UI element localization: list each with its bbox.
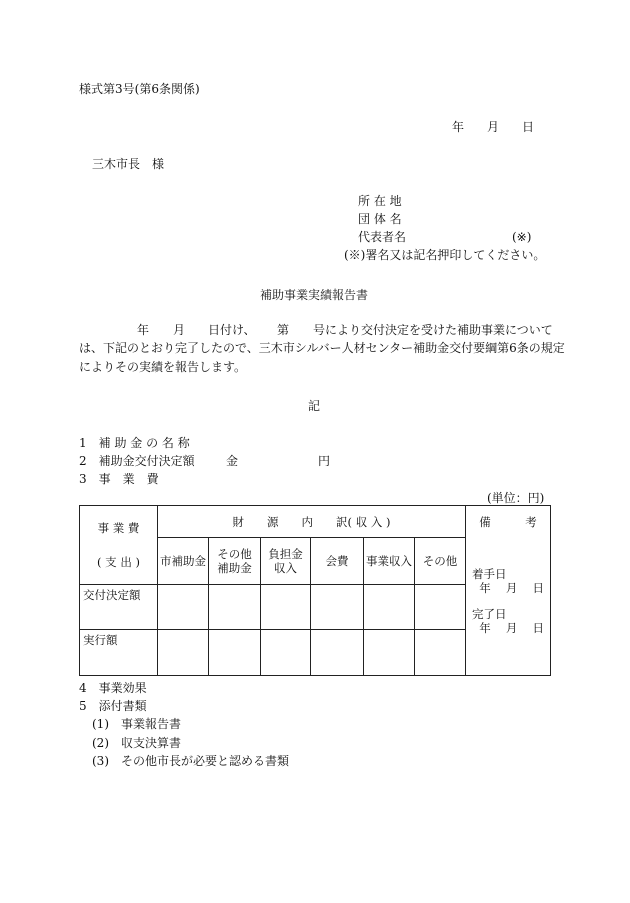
addressee: 三木市長 様	[92, 157, 165, 171]
expense-label: 事 業 費	[97, 521, 140, 535]
unit-note: (単位：円)	[487, 491, 545, 505]
expense-sub-label: ( 支 出 )	[97, 555, 140, 569]
end-date: 年 月 日	[479, 621, 545, 635]
document-title: 補助事業実績報告書	[260, 288, 369, 302]
body-year: 年	[137, 323, 150, 337]
remarks-header: 備 考	[479, 515, 537, 529]
col-other-subsidy-line1: その他	[217, 547, 252, 561]
col-other: その他	[415, 538, 466, 585]
col-other-subsidy	[209, 538, 261, 585]
source-header: 財 源 内 訳( 収 入 )	[158, 506, 466, 538]
item-4: 4 事業効果	[79, 681, 147, 695]
decided-other-cell[interactable]	[415, 585, 466, 630]
item-5: 5 添付書類	[79, 699, 147, 713]
col-city-subsidy: 市補助金	[158, 538, 209, 585]
date-year: 年	[452, 120, 465, 134]
actual-fee-cell[interactable]	[311, 630, 364, 676]
date-day: 日	[522, 120, 535, 134]
item-2-kin: 金	[226, 454, 239, 468]
item-2: 2 補助金交付決定額	[79, 454, 195, 468]
attachment-2: (2) 収支決算書	[92, 736, 181, 750]
col-fee: 会費	[311, 538, 364, 585]
item-1: 1 補 助 金 の 名 称	[79, 436, 190, 450]
decided-business-cell[interactable]	[364, 585, 415, 630]
expense-table	[79, 505, 551, 676]
row-decided-label: 交付決定額	[80, 585, 158, 630]
decided-fee-cell[interactable]	[311, 585, 364, 630]
col-burden	[261, 538, 311, 585]
representative-mark: (※)	[512, 230, 532, 244]
body-line2: は、下記のとおり完了したので、三木市シルバー人材センター補助金交付要綱第6条の規定	[79, 341, 565, 355]
row-actual-label: 実行額	[80, 630, 158, 676]
body-line3: によりその実績を報告します。	[79, 360, 247, 374]
remarks-cell	[466, 506, 551, 676]
start-label: 着手日	[472, 567, 507, 581]
body-number-prefix: 第	[277, 323, 290, 337]
attachment-3: (3) その他市長が必要と認める書類	[92, 754, 289, 768]
attachment-1: (1) 事業報告書	[92, 717, 181, 731]
group-name-label: 団 体 名	[358, 212, 402, 226]
actual-city-cell[interactable]	[158, 630, 209, 676]
actual-business-cell[interactable]	[364, 630, 415, 676]
col-burden-line2: 収入	[274, 561, 297, 575]
decided-burden-cell[interactable]	[261, 585, 311, 630]
item-3: 3 事 業 費	[79, 472, 159, 486]
actual-other-cell[interactable]	[415, 630, 466, 676]
actual-other-subsidy-cell[interactable]	[209, 630, 261, 676]
representative-label: 代表者名	[358, 230, 407, 244]
signature-note: (※)署名又は記名押印してください。	[344, 248, 546, 262]
start-date: 年 月 日	[479, 581, 545, 595]
end-label: 完了日	[472, 607, 507, 621]
address-label: 所 在 地	[358, 194, 402, 208]
body-line1-rest: 号により交付決定を受けた補助事業について	[313, 323, 553, 337]
body-day: 日付け、	[208, 323, 256, 337]
body-month: 月	[173, 323, 186, 337]
col-business-income: 事業収入	[364, 538, 415, 585]
col-burden-line1: 負担金	[268, 547, 303, 561]
date-month: 月	[487, 120, 500, 134]
item-2-yen: 円	[318, 454, 331, 468]
decided-other-subsidy-cell[interactable]	[209, 585, 261, 630]
actual-burden-cell[interactable]	[261, 630, 311, 676]
decided-city-cell[interactable]	[158, 585, 209, 630]
form-number: 様式第3号(第6条関係)	[79, 82, 200, 96]
ki-mark: 記	[308, 399, 321, 413]
col-other-subsidy-line2: 補助金	[217, 561, 252, 575]
expense-header-cell	[80, 506, 158, 585]
